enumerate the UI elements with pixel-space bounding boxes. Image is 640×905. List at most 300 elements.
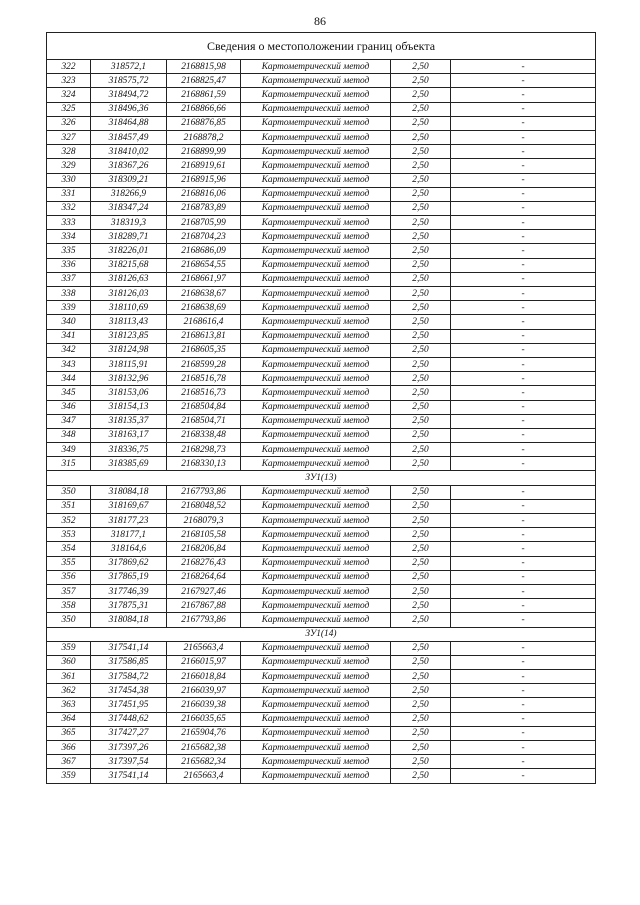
note-cell: - bbox=[451, 613, 596, 627]
coordinate-y: 2168516,73 bbox=[167, 386, 241, 400]
point-number: 347 bbox=[47, 414, 91, 428]
point-number: 323 bbox=[47, 74, 91, 88]
determination-method: Картометрический метод bbox=[241, 755, 391, 769]
coordinate-y: 2168504,71 bbox=[167, 414, 241, 428]
coordinate-y: 2168825,47 bbox=[167, 74, 241, 88]
point-number: 359 bbox=[47, 641, 91, 655]
point-number: 357 bbox=[47, 584, 91, 598]
point-number: 364 bbox=[47, 712, 91, 726]
table-row bbox=[47, 584, 596, 598]
precision-value: 2,50 bbox=[391, 769, 451, 783]
coordinate-x: 318319,3 bbox=[91, 216, 167, 230]
coordinate-y: 2168638,69 bbox=[167, 301, 241, 315]
point-number: 359 bbox=[47, 769, 91, 783]
coordinate-y: 2168783,89 bbox=[167, 201, 241, 215]
precision-value: 2,50 bbox=[391, 485, 451, 499]
precision-value: 2,50 bbox=[391, 244, 451, 258]
note-cell: - bbox=[451, 443, 596, 457]
note-cell: - bbox=[451, 528, 596, 542]
determination-method: Картометрический метод bbox=[241, 301, 391, 315]
note-cell: - bbox=[451, 769, 596, 783]
precision-value: 2,50 bbox=[391, 315, 451, 329]
point-number: 337 bbox=[47, 272, 91, 286]
note-cell: - bbox=[451, 329, 596, 343]
coordinate-y: 2168605,35 bbox=[167, 343, 241, 357]
note-cell: - bbox=[451, 584, 596, 598]
note-cell: - bbox=[451, 187, 596, 201]
table-row bbox=[47, 443, 596, 457]
determination-method: Картометрический метод bbox=[241, 216, 391, 230]
page-number: 86 bbox=[314, 14, 326, 28]
point-number: 349 bbox=[47, 443, 91, 457]
table-row bbox=[47, 258, 596, 272]
note-cell: - bbox=[451, 216, 596, 230]
note-cell: - bbox=[451, 741, 596, 755]
coordinate-y: 2168638,67 bbox=[167, 287, 241, 301]
table-row bbox=[47, 400, 596, 414]
coordinate-x: 318177,1 bbox=[91, 528, 167, 542]
coordinate-y: 2166018,84 bbox=[167, 670, 241, 684]
coordinate-y: 2166039,38 bbox=[167, 698, 241, 712]
note-cell: - bbox=[451, 655, 596, 669]
section-label: ЗУ1(13) bbox=[47, 471, 596, 485]
point-number: 335 bbox=[47, 244, 91, 258]
coordinate-x: 318215,68 bbox=[91, 258, 167, 272]
coordinate-y: 2168866,66 bbox=[167, 102, 241, 116]
coordinate-x: 318123,85 bbox=[91, 329, 167, 343]
point-number: 367 bbox=[47, 755, 91, 769]
point-number: 343 bbox=[47, 357, 91, 371]
note-cell: - bbox=[451, 116, 596, 130]
coordinate-x: 318084,18 bbox=[91, 613, 167, 627]
table-row bbox=[47, 457, 596, 471]
precision-value: 2,50 bbox=[391, 698, 451, 712]
table-row bbox=[47, 357, 596, 371]
coordinate-x: 318163,17 bbox=[91, 428, 167, 442]
note-cell: - bbox=[451, 230, 596, 244]
table-row bbox=[47, 173, 596, 187]
determination-method: Картометрический метод bbox=[241, 443, 391, 457]
table-title: Сведения о местоположении границ объекта bbox=[47, 33, 596, 60]
table-row bbox=[47, 386, 596, 400]
point-number: 365 bbox=[47, 726, 91, 740]
coordinate-y: 2168298,73 bbox=[167, 443, 241, 457]
coordinate-y: 2167927,46 bbox=[167, 584, 241, 598]
coordinate-y: 2168878,2 bbox=[167, 130, 241, 144]
point-number: 350 bbox=[47, 485, 91, 499]
precision-value: 2,50 bbox=[391, 130, 451, 144]
coordinate-y: 2168048,52 bbox=[167, 499, 241, 513]
coordinate-x: 318385,69 bbox=[91, 457, 167, 471]
coordinate-y: 2166035,65 bbox=[167, 712, 241, 726]
section-label: ЗУ1(14) bbox=[47, 627, 596, 641]
coordinate-x: 318115,91 bbox=[91, 357, 167, 371]
precision-value: 2,50 bbox=[391, 287, 451, 301]
determination-method: Картометрический метод bbox=[241, 102, 391, 116]
determination-method: Картометрический метод bbox=[241, 201, 391, 215]
table-row bbox=[47, 769, 596, 783]
precision-value: 2,50 bbox=[391, 712, 451, 726]
precision-value: 2,50 bbox=[391, 428, 451, 442]
note-cell: - bbox=[451, 173, 596, 187]
determination-method: Картометрический метод bbox=[241, 670, 391, 684]
determination-method: Картометрический метод bbox=[241, 272, 391, 286]
note-cell: - bbox=[451, 258, 596, 272]
point-number: 342 bbox=[47, 343, 91, 357]
coordinate-x: 318347,24 bbox=[91, 201, 167, 215]
determination-method: Картометрический метод bbox=[241, 159, 391, 173]
table-row bbox=[47, 287, 596, 301]
point-number: 333 bbox=[47, 216, 91, 230]
determination-method: Картометрический метод bbox=[241, 287, 391, 301]
note-cell: - bbox=[451, 357, 596, 371]
note-cell: - bbox=[451, 88, 596, 102]
table-row bbox=[47, 428, 596, 442]
coordinate-y: 2168616,4 bbox=[167, 315, 241, 329]
point-number: 361 bbox=[47, 670, 91, 684]
point-number: 328 bbox=[47, 145, 91, 159]
determination-method: Картометрический метод bbox=[241, 712, 391, 726]
coordinate-y: 2168861,59 bbox=[167, 88, 241, 102]
precision-value: 2,50 bbox=[391, 102, 451, 116]
table-row bbox=[47, 74, 596, 88]
determination-method: Картометрический метод bbox=[241, 655, 391, 669]
determination-method: Картометрический метод bbox=[241, 428, 391, 442]
note-cell: - bbox=[451, 428, 596, 442]
coordinate-y: 2168654,55 bbox=[167, 258, 241, 272]
coordinate-x: 318164,6 bbox=[91, 542, 167, 556]
coordinate-x: 318410,02 bbox=[91, 145, 167, 159]
coordinate-y: 2168661,97 bbox=[167, 272, 241, 286]
point-number: 334 bbox=[47, 230, 91, 244]
coordinate-x: 318266,9 bbox=[91, 187, 167, 201]
coordinate-x: 318135,37 bbox=[91, 414, 167, 428]
coordinate-y: 2167793,86 bbox=[167, 613, 241, 627]
coordinate-y: 2168079,3 bbox=[167, 514, 241, 528]
determination-method: Картометрический метод bbox=[241, 542, 391, 556]
determination-method: Картометрический метод bbox=[241, 187, 391, 201]
table-row bbox=[47, 528, 596, 542]
precision-value: 2,50 bbox=[391, 741, 451, 755]
table-row bbox=[47, 301, 596, 315]
coordinate-x: 318124,98 bbox=[91, 343, 167, 357]
table-title-row bbox=[47, 33, 596, 60]
table-row bbox=[47, 372, 596, 386]
coordinate-y: 2168599,28 bbox=[167, 357, 241, 371]
determination-method: Картометрический метод bbox=[241, 60, 391, 74]
determination-method: Картометрический метод bbox=[241, 741, 391, 755]
table-row bbox=[47, 755, 596, 769]
point-number: 324 bbox=[47, 88, 91, 102]
table-row bbox=[47, 329, 596, 343]
note-cell: - bbox=[451, 570, 596, 584]
precision-value: 2,50 bbox=[391, 386, 451, 400]
coordinate-x: 318367,26 bbox=[91, 159, 167, 173]
note-cell: - bbox=[451, 315, 596, 329]
table-row bbox=[47, 499, 596, 513]
point-number: 358 bbox=[47, 599, 91, 613]
precision-value: 2,50 bbox=[391, 641, 451, 655]
point-number: 340 bbox=[47, 315, 91, 329]
determination-method: Картометрический метод bbox=[241, 726, 391, 740]
point-number: 350 bbox=[47, 613, 91, 627]
table-row bbox=[47, 130, 596, 144]
note-cell: - bbox=[451, 386, 596, 400]
coordinate-y: 2165663,4 bbox=[167, 769, 241, 783]
note-cell: - bbox=[451, 60, 596, 74]
point-number: 362 bbox=[47, 684, 91, 698]
point-number: 352 bbox=[47, 514, 91, 528]
table-row bbox=[47, 698, 596, 712]
determination-method: Картометрический метод bbox=[241, 414, 391, 428]
table-row bbox=[47, 670, 596, 684]
determination-method: Картометрический метод bbox=[241, 88, 391, 102]
note-cell: - bbox=[451, 287, 596, 301]
table-row bbox=[47, 556, 596, 570]
section-header-row bbox=[47, 471, 596, 485]
precision-value: 2,50 bbox=[391, 230, 451, 244]
coordinate-x: 318132,96 bbox=[91, 372, 167, 386]
coordinate-x: 318226,01 bbox=[91, 244, 167, 258]
note-cell: - bbox=[451, 244, 596, 258]
coordinate-y: 2168105,58 bbox=[167, 528, 241, 542]
coordinate-x: 318169,67 bbox=[91, 499, 167, 513]
precision-value: 2,50 bbox=[391, 116, 451, 130]
determination-method: Картометрический метод bbox=[241, 244, 391, 258]
coordinate-x: 318113,43 bbox=[91, 315, 167, 329]
precision-value: 2,50 bbox=[391, 457, 451, 471]
determination-method: Картометрический метод bbox=[241, 528, 391, 542]
coordinate-x: 318494,72 bbox=[91, 88, 167, 102]
coordinate-y: 2168613,81 bbox=[167, 329, 241, 343]
table-row bbox=[47, 116, 596, 130]
coordinate-x: 318309,21 bbox=[91, 173, 167, 187]
coordinate-y: 2168815,98 bbox=[167, 60, 241, 74]
note-cell: - bbox=[451, 400, 596, 414]
point-number: 326 bbox=[47, 116, 91, 130]
coordinate-x: 318464,88 bbox=[91, 116, 167, 130]
precision-value: 2,50 bbox=[391, 570, 451, 584]
table-row bbox=[47, 741, 596, 755]
determination-method: Картометрический метод bbox=[241, 457, 391, 471]
note-cell: - bbox=[451, 712, 596, 726]
note-cell: - bbox=[451, 485, 596, 499]
determination-method: Картометрический метод bbox=[241, 684, 391, 698]
determination-method: Картометрический метод bbox=[241, 641, 391, 655]
point-number: 366 bbox=[47, 741, 91, 755]
determination-method: Картометрический метод bbox=[241, 556, 391, 570]
point-number: 330 bbox=[47, 173, 91, 187]
point-number: 336 bbox=[47, 258, 91, 272]
coordinate-x: 317584,72 bbox=[91, 670, 167, 684]
point-number: 341 bbox=[47, 329, 91, 343]
determination-method: Картометрический метод bbox=[241, 769, 391, 783]
coordinate-y: 2168330,13 bbox=[167, 457, 241, 471]
precision-value: 2,50 bbox=[391, 528, 451, 542]
coordinate-x: 318336,75 bbox=[91, 443, 167, 457]
coordinate-x: 317875,31 bbox=[91, 599, 167, 613]
table-row bbox=[47, 599, 596, 613]
precision-value: 2,50 bbox=[391, 542, 451, 556]
coordinate-x: 318572,1 bbox=[91, 60, 167, 74]
coordinate-x: 317448,62 bbox=[91, 712, 167, 726]
table-row bbox=[47, 230, 596, 244]
determination-method: Картометрический метод bbox=[241, 145, 391, 159]
table-row bbox=[47, 102, 596, 116]
note-cell: - bbox=[451, 457, 596, 471]
table-row bbox=[47, 315, 596, 329]
coordinate-x: 317451,95 bbox=[91, 698, 167, 712]
table-row bbox=[47, 712, 596, 726]
determination-method: Картометрический метод bbox=[241, 343, 391, 357]
point-number: 351 bbox=[47, 499, 91, 513]
determination-method: Картометрический метод bbox=[241, 116, 391, 130]
precision-value: 2,50 bbox=[391, 258, 451, 272]
table-row bbox=[47, 216, 596, 230]
determination-method: Картометрический метод bbox=[241, 570, 391, 584]
coordinate-y: 2167867,88 bbox=[167, 599, 241, 613]
note-cell: - bbox=[451, 130, 596, 144]
determination-method: Картометрический метод bbox=[241, 400, 391, 414]
note-cell: - bbox=[451, 684, 596, 698]
coordinate-y: 2168504,84 bbox=[167, 400, 241, 414]
coordinate-x: 317746,39 bbox=[91, 584, 167, 598]
coordinate-x: 318084,18 bbox=[91, 485, 167, 499]
precision-value: 2,50 bbox=[391, 443, 451, 457]
precision-value: 2,50 bbox=[391, 514, 451, 528]
table-row bbox=[47, 542, 596, 556]
table-row bbox=[47, 88, 596, 102]
precision-value: 2,50 bbox=[391, 726, 451, 740]
coordinate-x: 318575,72 bbox=[91, 74, 167, 88]
precision-value: 2,50 bbox=[391, 272, 451, 286]
note-cell: - bbox=[451, 145, 596, 159]
note-cell: - bbox=[451, 641, 596, 655]
point-number: 348 bbox=[47, 428, 91, 442]
table-row bbox=[47, 485, 596, 499]
point-number: 356 bbox=[47, 570, 91, 584]
point-number: 344 bbox=[47, 372, 91, 386]
coordinate-x: 317397,54 bbox=[91, 755, 167, 769]
precision-value: 2,50 bbox=[391, 357, 451, 371]
precision-value: 2,50 bbox=[391, 755, 451, 769]
table-row bbox=[47, 726, 596, 740]
coordinate-y: 2168686,09 bbox=[167, 244, 241, 258]
determination-method: Картометрический метод bbox=[241, 514, 391, 528]
coordinate-x: 317586,85 bbox=[91, 655, 167, 669]
coordinate-y: 2168338,48 bbox=[167, 428, 241, 442]
coordinate-y: 2168276,43 bbox=[167, 556, 241, 570]
table-row bbox=[47, 570, 596, 584]
table-row bbox=[47, 514, 596, 528]
coordinate-y: 2168516,78 bbox=[167, 372, 241, 386]
coordinate-y: 2166039,97 bbox=[167, 684, 241, 698]
coordinate-y: 2168206,84 bbox=[167, 542, 241, 556]
point-number: 345 bbox=[47, 386, 91, 400]
determination-method: Картометрический метод bbox=[241, 613, 391, 627]
coordinate-y: 2167793,86 bbox=[167, 485, 241, 499]
table-row bbox=[47, 613, 596, 627]
precision-value: 2,50 bbox=[391, 400, 451, 414]
precision-value: 2,50 bbox=[391, 343, 451, 357]
table-row bbox=[47, 145, 596, 159]
determination-method: Картометрический метод bbox=[241, 173, 391, 187]
precision-value: 2,50 bbox=[391, 216, 451, 230]
precision-value: 2,50 bbox=[391, 372, 451, 386]
coordinate-x: 318153,06 bbox=[91, 386, 167, 400]
determination-method: Картометрический метод bbox=[241, 357, 391, 371]
point-number: 339 bbox=[47, 301, 91, 315]
table-row bbox=[47, 414, 596, 428]
determination-method: Картометрический метод bbox=[241, 698, 391, 712]
determination-method: Картометрический метод bbox=[241, 599, 391, 613]
section-header-row bbox=[47, 627, 596, 641]
precision-value: 2,50 bbox=[391, 556, 451, 570]
coordinate-y: 2168899,99 bbox=[167, 145, 241, 159]
coordinate-x: 317541,14 bbox=[91, 769, 167, 783]
point-number: 331 bbox=[47, 187, 91, 201]
table-row bbox=[47, 60, 596, 74]
precision-value: 2,50 bbox=[391, 613, 451, 627]
point-number: 315 bbox=[47, 457, 91, 471]
note-cell: - bbox=[451, 301, 596, 315]
coordinate-x: 318289,71 bbox=[91, 230, 167, 244]
table-row bbox=[47, 684, 596, 698]
precision-value: 2,50 bbox=[391, 173, 451, 187]
determination-method: Картометрический метод bbox=[241, 372, 391, 386]
precision-value: 2,50 bbox=[391, 74, 451, 88]
precision-value: 2,50 bbox=[391, 187, 451, 201]
coordinate-y: 2168705,99 bbox=[167, 216, 241, 230]
note-cell: - bbox=[451, 201, 596, 215]
point-number: 363 bbox=[47, 698, 91, 712]
note-cell: - bbox=[451, 343, 596, 357]
determination-method: Картометрический метод bbox=[241, 584, 391, 598]
coordinate-x: 318177,23 bbox=[91, 514, 167, 528]
coordinate-y: 2168876,85 bbox=[167, 116, 241, 130]
coordinate-y: 2165663,4 bbox=[167, 641, 241, 655]
table-row bbox=[47, 244, 596, 258]
coordinate-y: 2168816,06 bbox=[167, 187, 241, 201]
precision-value: 2,50 bbox=[391, 499, 451, 513]
coordinate-x: 318126,03 bbox=[91, 287, 167, 301]
coordinate-x: 318154,13 bbox=[91, 400, 167, 414]
note-cell: - bbox=[451, 542, 596, 556]
determination-method: Картометрический метод bbox=[241, 74, 391, 88]
point-number: 332 bbox=[47, 201, 91, 215]
determination-method: Картометрический метод bbox=[241, 499, 391, 513]
table-row bbox=[47, 343, 596, 357]
boundary-table bbox=[46, 32, 596, 784]
coordinate-y: 2165682,38 bbox=[167, 741, 241, 755]
note-cell: - bbox=[451, 556, 596, 570]
coordinate-x: 317427,27 bbox=[91, 726, 167, 740]
coordinate-x: 317454,38 bbox=[91, 684, 167, 698]
precision-value: 2,50 bbox=[391, 60, 451, 74]
coordinate-x: 318126,63 bbox=[91, 272, 167, 286]
coordinate-x: 317869,62 bbox=[91, 556, 167, 570]
precision-value: 2,50 bbox=[391, 301, 451, 315]
note-cell: - bbox=[451, 102, 596, 116]
precision-value: 2,50 bbox=[391, 599, 451, 613]
point-number: 338 bbox=[47, 287, 91, 301]
determination-method: Картометрический метод bbox=[241, 130, 391, 144]
table-row bbox=[47, 655, 596, 669]
coordinate-x: 318496,36 bbox=[91, 102, 167, 116]
table-row bbox=[47, 272, 596, 286]
table-row bbox=[47, 641, 596, 655]
precision-value: 2,50 bbox=[391, 145, 451, 159]
